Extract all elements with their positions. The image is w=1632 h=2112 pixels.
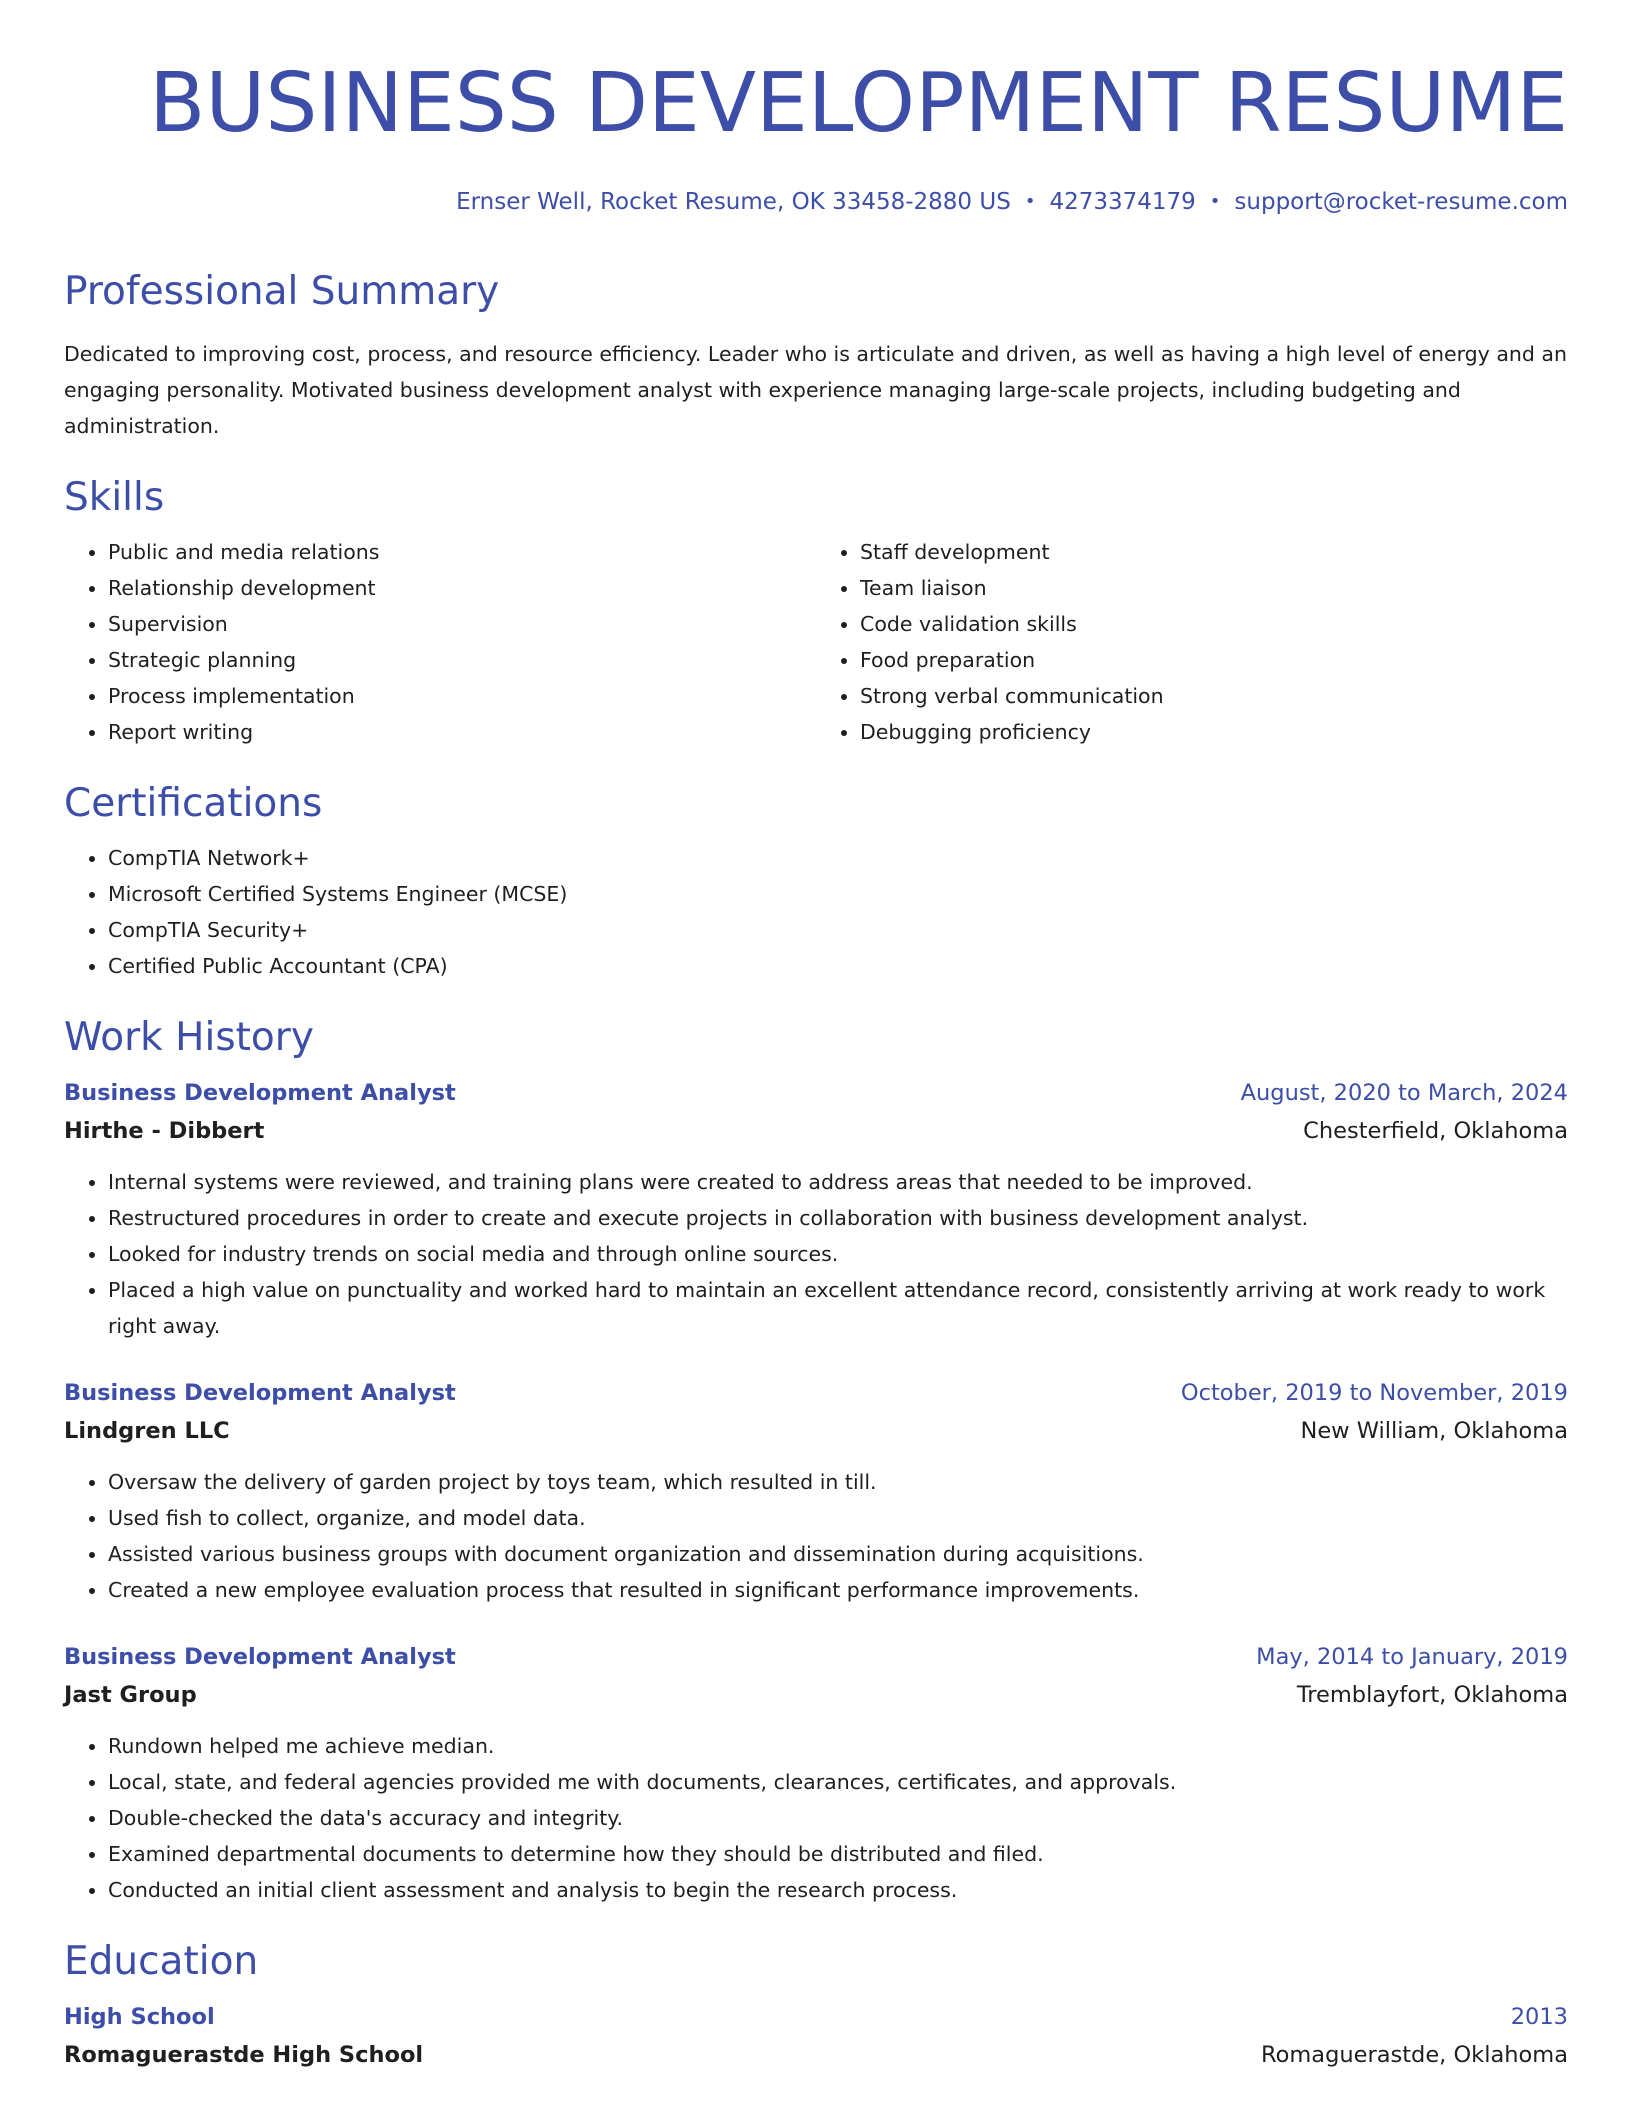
resume-title: BUSINESS DEVELOPMENT RESUME bbox=[149, 56, 1568, 151]
education-year: 2013 bbox=[1510, 2004, 1568, 2030]
job-bullet: • Conducted an initial client assessment and analysis to begin the research process. bbox=[108, 1872, 1568, 1908]
education-school: Romaguerastde High School bbox=[64, 2042, 424, 2068]
contact-address: Ernser Well, Rocket Resume, OK 33458-2880 US bbox=[456, 189, 1011, 215]
job-entry bbox=[64, 1638, 1568, 1908]
job-company: Jast Group bbox=[64, 1682, 197, 1708]
job-location: Chesterfield, Oklahoma bbox=[1303, 1118, 1568, 1144]
skill-item: • Staff development bbox=[860, 534, 1568, 570]
education-location: Romaguerastde, Oklahoma bbox=[1260, 2042, 1568, 2068]
skill-item: • Debugging proficiency bbox=[860, 714, 1568, 750]
job-location: New William, Oklahoma bbox=[1300, 1418, 1568, 1444]
contact-separator: • bbox=[1024, 191, 1036, 212]
skill-item: • Relationship development bbox=[108, 570, 816, 606]
job-subheader bbox=[64, 1112, 1568, 1150]
skills-list bbox=[816, 534, 1568, 750]
skill-item: • Strong verbal communication bbox=[860, 678, 1568, 714]
job-entry bbox=[64, 1374, 1568, 1608]
certification-item: • Microsoft Certified Systems Engineer (MCSE) bbox=[108, 876, 1568, 912]
job-bullet: • Examined departmental documents to determine how they should be distributed and filed. bbox=[108, 1836, 1568, 1872]
certification-item: • Certified Public Accountant (CPA) bbox=[108, 948, 1568, 984]
section-title: Education bbox=[64, 1939, 259, 1984]
job-bullet: • Local, state, and federal agencies provided me with documents, clearances, certificates, and approvals. bbox=[108, 1764, 1568, 1800]
contact-separator: • bbox=[1209, 191, 1221, 212]
job-bullets bbox=[64, 1464, 1568, 1608]
job-header bbox=[64, 1374, 1568, 1412]
contact-line bbox=[64, 186, 1568, 218]
skills-column-left bbox=[64, 534, 816, 750]
education-section bbox=[64, 1938, 1568, 2074]
job-dates: May, 2014 to January, 2019 bbox=[1256, 1644, 1568, 1670]
job-bullet: • Oversaw the delivery of garden project by toys team, which resulted in till. bbox=[108, 1464, 1568, 1500]
skills-list bbox=[64, 534, 816, 750]
section-title: Certifications bbox=[64, 781, 323, 826]
skill-item: • Report writing bbox=[108, 714, 816, 750]
job-company: Hirthe - Dibbert bbox=[64, 1118, 265, 1144]
skill-item: • Process implementation bbox=[108, 678, 816, 714]
resume-header bbox=[64, 0, 1568, 218]
job-dates: October, 2019 to November, 2019 bbox=[1180, 1380, 1568, 1406]
education-header bbox=[64, 1998, 1568, 2036]
job-bullet: • Created a new employee evaluation process that resulted in significant performance improvements. bbox=[108, 1572, 1568, 1608]
skill-item: • Team liaison bbox=[860, 570, 1568, 606]
job-bullet: • Double-checked the data's accuracy and integrity. bbox=[108, 1800, 1568, 1836]
skills-section bbox=[64, 474, 1568, 750]
skills-columns bbox=[64, 534, 1568, 750]
job-dates: August, 2020 to March, 2024 bbox=[1240, 1080, 1568, 1106]
job-subheader bbox=[64, 1412, 1568, 1450]
contact-email: support@rocket-resume.com bbox=[1234, 189, 1568, 215]
certifications-list bbox=[64, 840, 1568, 984]
skill-item: • Strategic planning bbox=[108, 642, 816, 678]
job-title: Business Development Analyst bbox=[64, 1380, 456, 1406]
job-title: Business Development Analyst bbox=[64, 1080, 456, 1106]
job-header bbox=[64, 1074, 1568, 1112]
education-entry bbox=[64, 1998, 1568, 2074]
job-location: Tremblayfort, Oklahoma bbox=[1296, 1682, 1568, 1708]
job-bullet: • Rundown helped me achieve median. bbox=[108, 1728, 1568, 1764]
job-company: Lindgren LLC bbox=[64, 1418, 230, 1444]
contact-phone: 4273374179 bbox=[1049, 189, 1196, 215]
job-bullet: • Restructured procedures in order to create and execute projects in collaboration with business development analyst. bbox=[108, 1200, 1568, 1236]
certifications-section bbox=[64, 780, 1568, 984]
job-header bbox=[64, 1638, 1568, 1676]
job-title: Business Development Analyst bbox=[64, 1644, 456, 1670]
job-bullets bbox=[64, 1164, 1568, 1344]
work-history-section bbox=[64, 1014, 1568, 1908]
section-title: Work History bbox=[64, 1015, 314, 1060]
job-bullet: • Placed a high value on punctuality and worked hard to maintain an excellent attendance record, consistently arriving at work ready to work right away. bbox=[108, 1272, 1568, 1344]
certification-item: • CompTIA Network+ bbox=[108, 840, 1568, 876]
job-bullets bbox=[64, 1728, 1568, 1908]
job-bullet: • Used fish to collect, organize, and model data. bbox=[108, 1500, 1568, 1536]
skill-item: • Supervision bbox=[108, 606, 816, 642]
skill-item: • Public and media relations bbox=[108, 534, 816, 570]
summary-text: Dedicated to improving cost, process, and resource efficiency. Leader who is articulate and driven, as well as having a high level of energy and an engaging personality. Motivated business development analyst with experience managing large-scale projects, including budgeting and administration. bbox=[64, 342, 1567, 438]
job-entry bbox=[64, 1074, 1568, 1344]
summary-section bbox=[64, 268, 1568, 444]
education-degree: High School bbox=[64, 2004, 215, 2030]
job-bullet: • Looked for industry trends on social media and through online sources. bbox=[108, 1236, 1568, 1272]
certification-item: • CompTIA Security+ bbox=[108, 912, 1568, 948]
job-bullet: • Internal systems were reviewed, and training plans were created to address areas that needed to be improved. bbox=[108, 1164, 1568, 1200]
section-title: Professional Summary bbox=[64, 269, 500, 314]
education-subheader bbox=[64, 2036, 1568, 2074]
job-bullet: • Assisted various business groups with document organization and dissemination during acquisitions. bbox=[108, 1536, 1568, 1572]
job-subheader bbox=[64, 1676, 1568, 1714]
section-title: Skills bbox=[64, 475, 165, 520]
skill-item: • Food preparation bbox=[860, 642, 1568, 678]
skill-item: • Code validation skills bbox=[860, 606, 1568, 642]
skills-column-right bbox=[816, 534, 1568, 750]
